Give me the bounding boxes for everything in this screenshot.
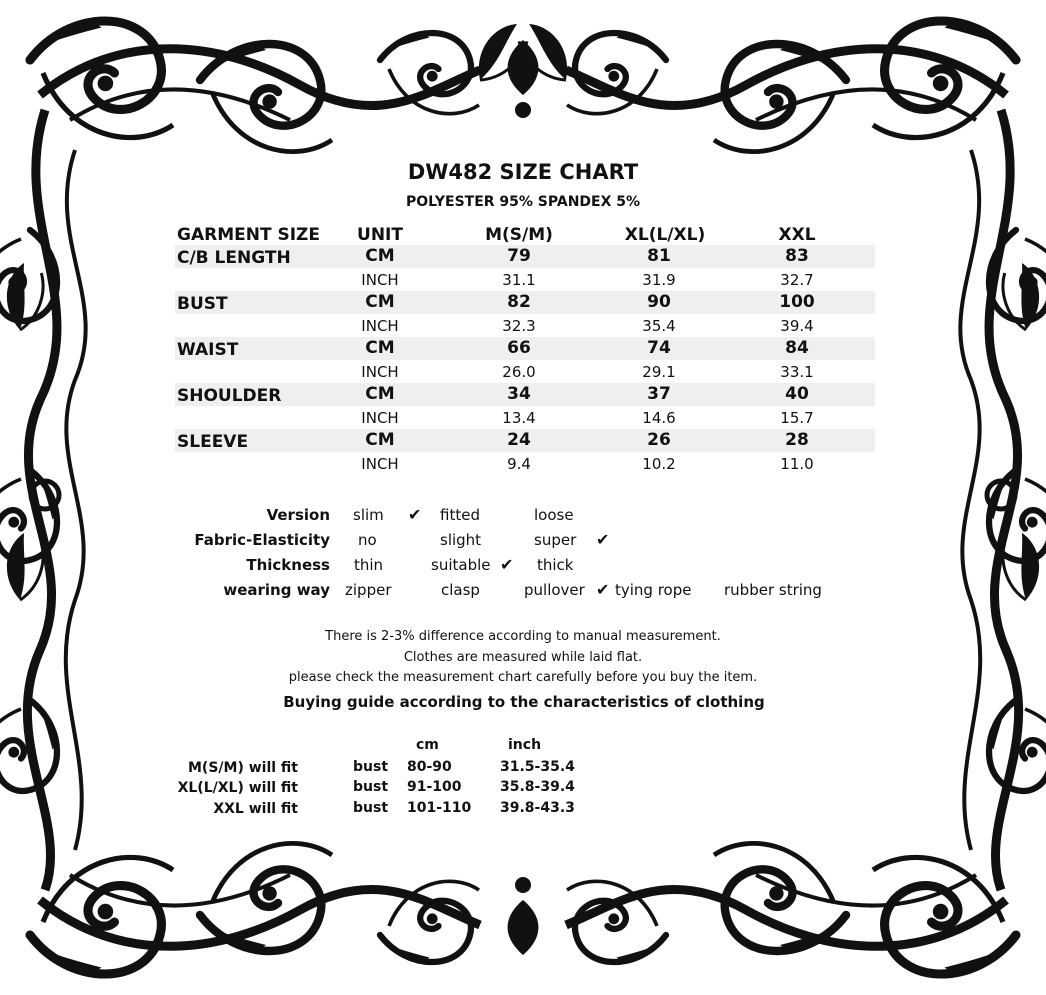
option-pullover: pullover: [524, 581, 585, 599]
check-icon: ✔: [500, 555, 514, 574]
value-cell: 14.6: [642, 409, 676, 427]
guide-col-inch: inch: [508, 737, 542, 753]
guide-row-label: XXL will fit: [213, 801, 298, 817]
option-fitted: fitted: [440, 506, 480, 524]
value-cell: 32.7: [780, 271, 814, 289]
value-cell: 100: [779, 292, 815, 312]
value-cell: 81: [647, 246, 671, 266]
value-cell: 82: [507, 292, 531, 312]
value-cell: 29.1: [642, 363, 676, 381]
value-cell: 26.0: [502, 363, 536, 381]
chart-title: DW482 SIZE CHART: [407, 160, 639, 184]
value-cell: 32.3: [502, 317, 536, 335]
unit-inch: INCH: [361, 409, 399, 427]
buying-guide-title: Buying guide according to the characteristics of clothing: [283, 693, 765, 711]
measurement-note: There is 2-3% difference according to manual measurement.: [325, 629, 721, 644]
row-label-cb-length: C/B LENGTH: [177, 248, 291, 268]
measurement-note: Clothes are measured while laid flat.: [403, 650, 643, 665]
option-zipper: zipper: [345, 581, 392, 599]
unit-inch: INCH: [361, 271, 399, 289]
fabric-subtitle: POLYESTER 95% SPANDEX 5%: [405, 194, 641, 210]
value-cell: 35.4: [642, 317, 676, 335]
row-label-waist: WAIST: [177, 340, 239, 360]
unit-cm: CM: [365, 430, 395, 450]
value-cell: 31.1: [502, 271, 536, 289]
value-cell: 28: [785, 430, 809, 450]
option-slight: slight: [440, 531, 482, 549]
col-header-size-xxl: XXL: [778, 225, 816, 245]
unit-cm: CM: [365, 384, 395, 404]
value-cell: 26: [647, 430, 671, 450]
value-cell: 79: [507, 246, 531, 266]
value-cell: 66: [507, 338, 531, 358]
option-thick: thick: [537, 556, 574, 574]
value-cell: 84: [785, 338, 809, 358]
value-cell: 31.9: [642, 271, 676, 289]
unit-inch: INCH: [361, 317, 399, 335]
check-icon: ✔: [596, 530, 610, 549]
guide-row-inch: 39.8-43.3: [500, 800, 575, 816]
col-header-size-m: M(S/M): [485, 225, 553, 245]
guide-row-part: bust: [353, 800, 389, 816]
option-no: no: [358, 531, 377, 549]
guide-row-part: bust: [353, 779, 389, 795]
guide-row-cm: 80-90: [407, 759, 452, 775]
option-suitable: suitable: [431, 556, 491, 574]
unit-cm: CM: [365, 338, 395, 358]
row-label-shoulder: SHOULDER: [177, 386, 282, 406]
option-clasp: clasp: [441, 581, 480, 599]
guide-row-inch: 35.8-39.4: [500, 779, 575, 795]
col-header-unit: UNIT: [357, 225, 403, 245]
row-label-sleeve: SLEEVE: [177, 432, 249, 452]
value-cell: 39.4: [780, 317, 814, 335]
option-slim: slim: [353, 506, 384, 524]
guide-row-part: bust: [353, 759, 389, 775]
col-header-size-xl: XL(L/XL): [624, 225, 706, 245]
guide-row-cm: 101-110: [407, 800, 472, 816]
value-cell: 83: [785, 246, 809, 266]
measurement-note: please check the measurement chart carefully before you buy the item.: [288, 670, 758, 685]
guide-row-inch: 31.5-35.4: [500, 759, 575, 775]
unit-cm: CM: [365, 292, 395, 312]
value-cell: 37: [647, 384, 671, 404]
value-cell: 13.4: [502, 409, 536, 427]
col-header-garment-size: GARMENT SIZE: [177, 225, 320, 245]
value-cell: 24: [507, 430, 531, 450]
option-tying-rope: tying rope: [615, 581, 692, 599]
guide-row-label: M(S/M) will fit: [187, 760, 298, 776]
value-cell: 40: [785, 384, 809, 404]
attr-label-elasticity: Fabric-Elasticity: [194, 531, 330, 549]
check-icon: ✔: [408, 505, 422, 524]
attr-label-wearing-way: wearing way: [223, 581, 330, 599]
value-cell: 11.0: [780, 455, 814, 473]
value-cell: 74: [647, 338, 671, 358]
attr-label-thickness: Thickness: [246, 556, 330, 574]
value-cell: 90: [647, 292, 671, 312]
option-loose: loose: [534, 506, 574, 524]
check-icon: ✔: [596, 580, 610, 599]
unit-cm: CM: [365, 246, 395, 266]
value-cell: 15.7: [780, 409, 814, 427]
value-cell: 10.2: [642, 455, 676, 473]
guide-col-cm: cm: [416, 737, 439, 753]
option-super: super: [534, 531, 577, 549]
value-cell: 33.1: [780, 363, 814, 381]
unit-inch: INCH: [361, 363, 399, 381]
value-cell: 9.4: [507, 455, 531, 473]
guide-row-cm: 91-100: [407, 779, 462, 795]
guide-row-label: XL(L/XL) will fit: [177, 780, 298, 796]
option-thin: thin: [354, 556, 384, 574]
row-label-bust: BUST: [177, 294, 228, 314]
attr-label-version: Version: [266, 506, 330, 524]
option-rubber-string: rubber string: [724, 581, 822, 599]
unit-inch: INCH: [361, 455, 399, 473]
value-cell: 34: [507, 384, 531, 404]
